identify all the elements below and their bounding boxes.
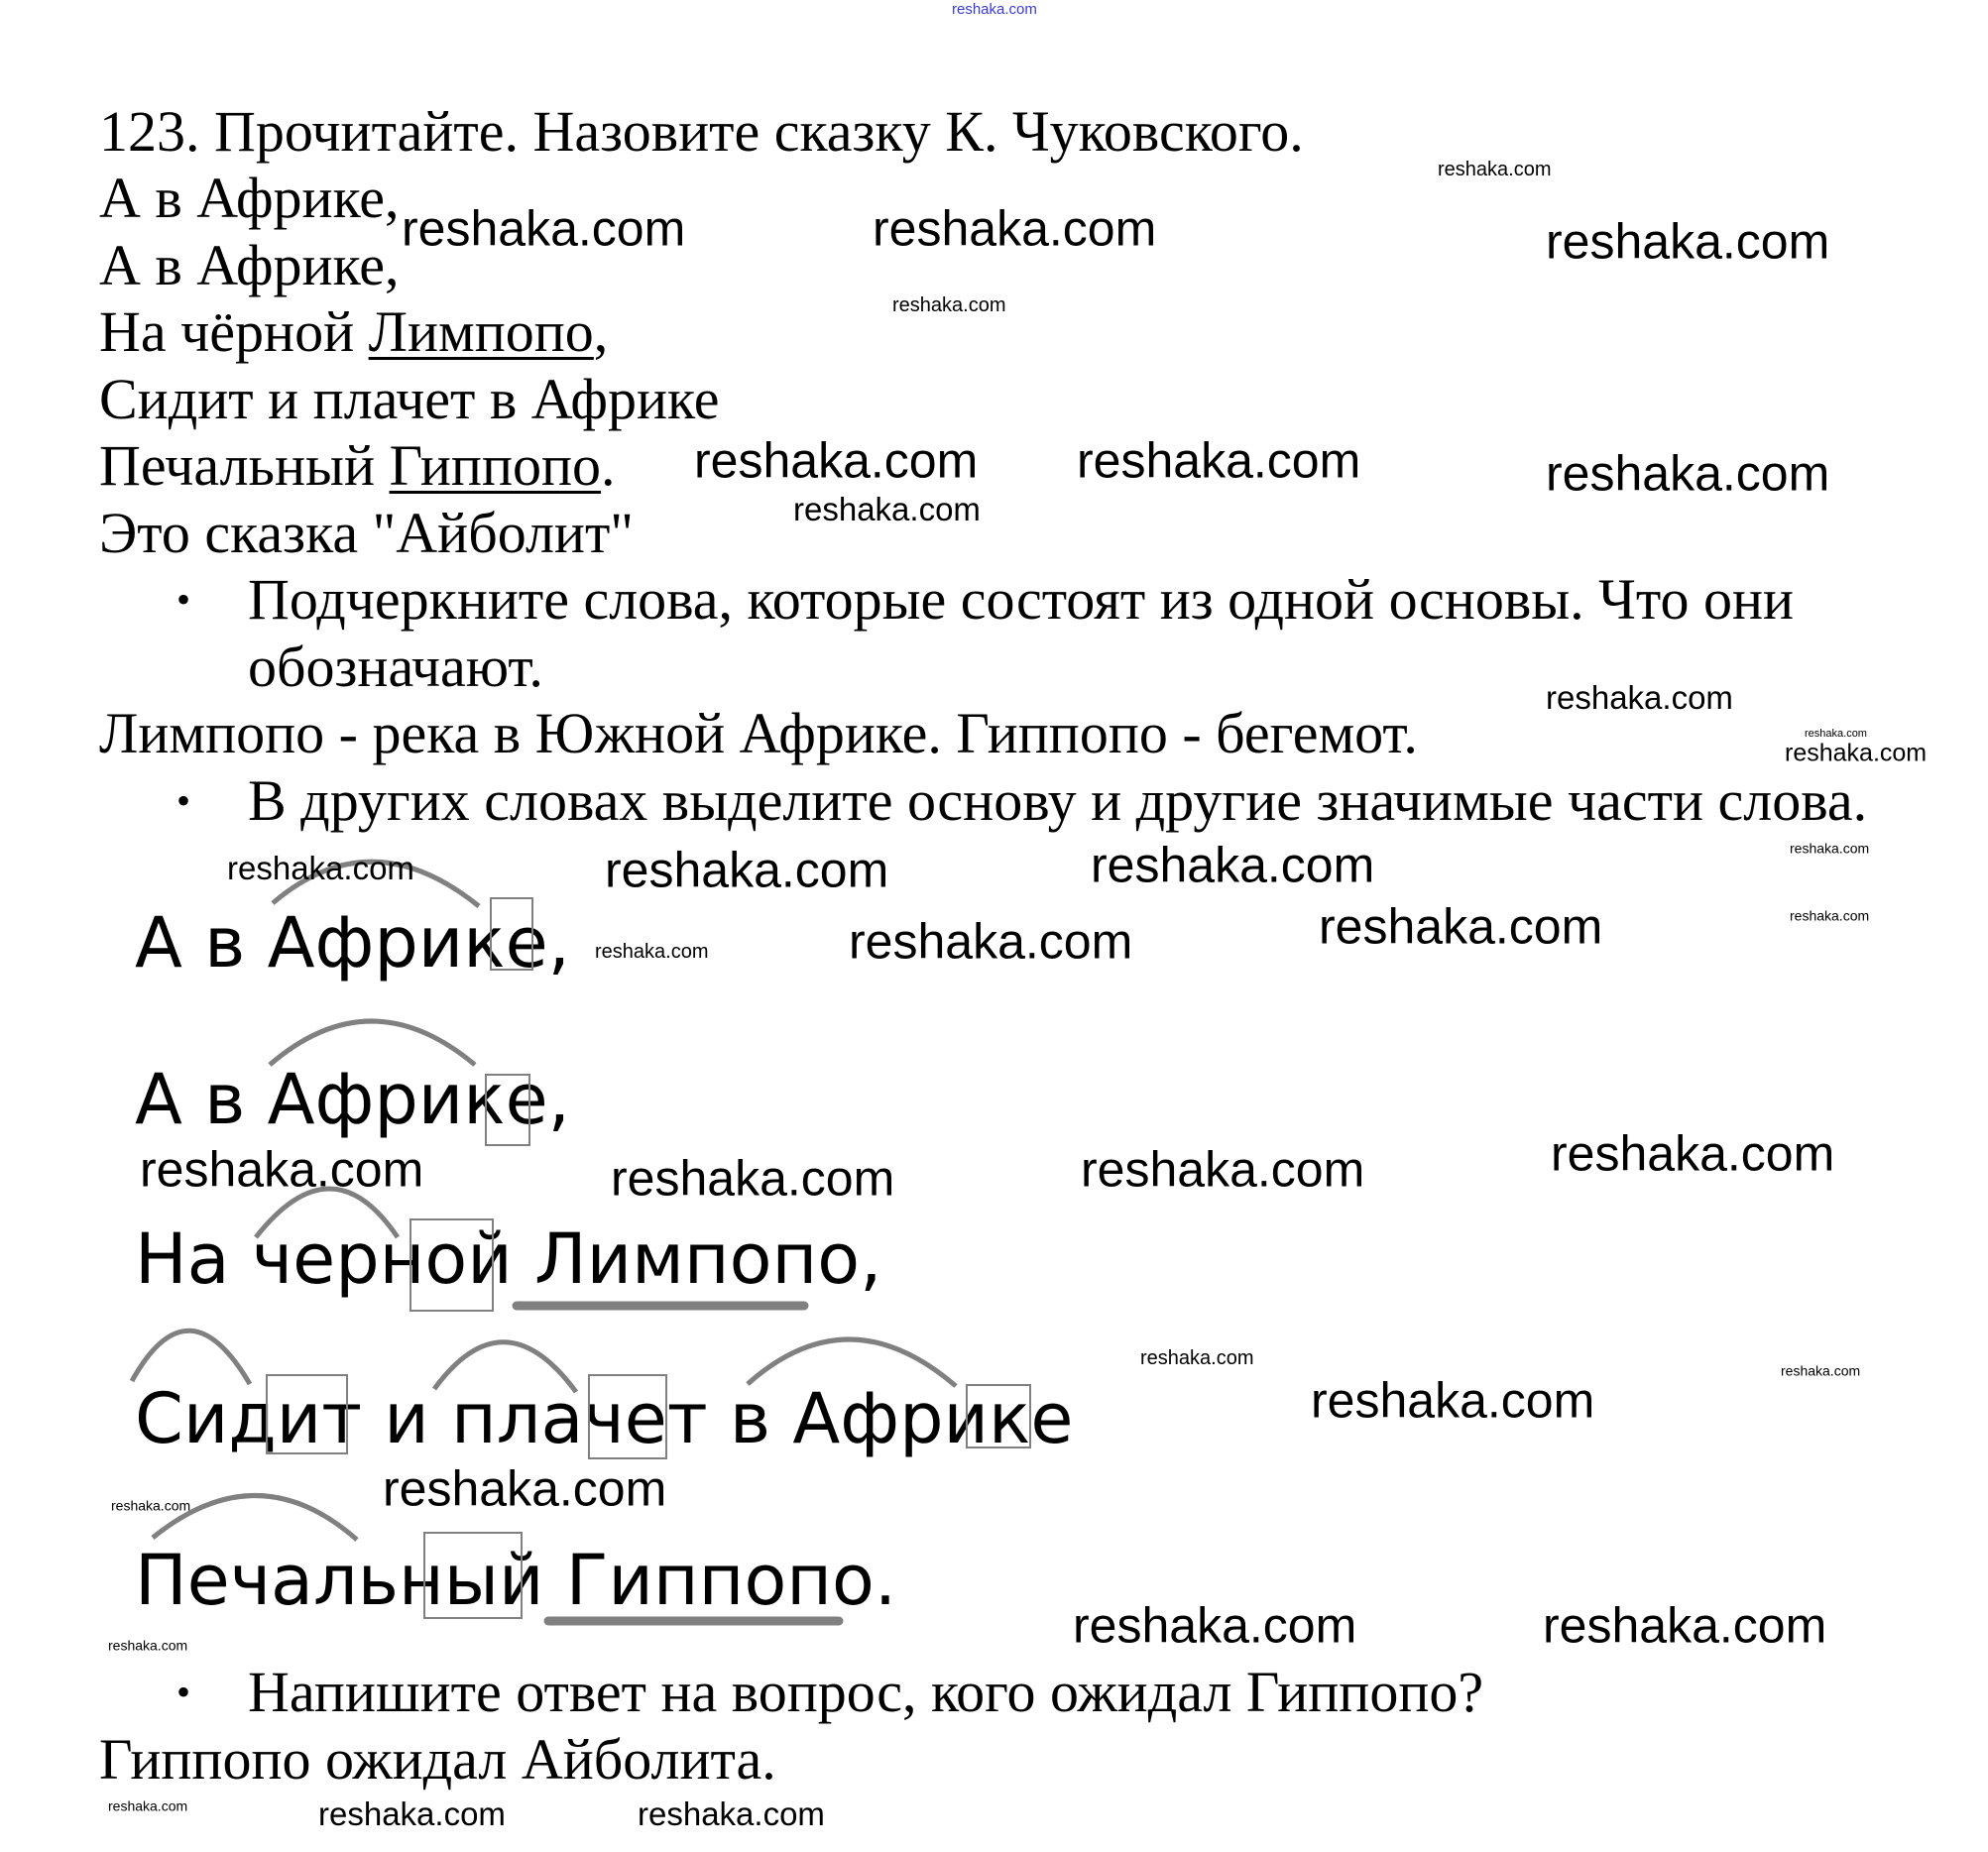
ending-box [267, 1375, 347, 1453]
watermark: reshaka.com [1546, 678, 1733, 716]
watermark: reshaka.com [605, 842, 889, 898]
ending-box [410, 1219, 493, 1311]
ending-box [967, 1385, 1030, 1447]
poem-text: , [593, 299, 609, 364]
poem-line: А в Африке, [99, 233, 400, 297]
watermark: reshaka.com [108, 1637, 188, 1654]
ending-box [486, 1075, 529, 1145]
ending-box [589, 1375, 666, 1458]
task-title: 123. Прочитайте. Назовите сказку К. Чуковского. [99, 99, 1304, 164]
watermark: reshaka.com [1546, 445, 1830, 502]
watermark: reshaka.com [638, 1794, 825, 1832]
watermark: reshaka.com [1546, 213, 1830, 270]
poem-text: Печальный [99, 433, 390, 498]
underlined-word: Гиппопо [389, 433, 602, 498]
watermark: reshaka.com [1438, 159, 1552, 180]
answer-text: Это сказка "Айболит" [99, 501, 634, 565]
watermark: reshaka.com [1785, 739, 1928, 767]
instruction: Напишите ответ на вопрос, кого ожидал Гиппопо? [248, 1660, 1484, 1724]
watermark: reshaka.com [892, 294, 1006, 316]
watermark: reshaka.com [1543, 1597, 1827, 1654]
watermark: reshaka.com [694, 432, 979, 489]
poem-line: Сидит и плачет в Африке [99, 367, 720, 431]
analysis-line: На черной Лимпопо, [135, 1218, 882, 1300]
watermark: reshaka.com [1790, 907, 1870, 924]
analysis-line: А в Африке, [135, 1059, 570, 1140]
bullet-icon: • [176, 577, 191, 622]
analysis-line: Сидит и плачет в Африке [135, 1378, 1074, 1459]
analysis-line: А в Африке, [135, 902, 570, 984]
watermark: reshaka.com [1140, 1347, 1254, 1369]
watermark: reshaka.com [1081, 1141, 1365, 1198]
watermark: reshaka.com [793, 490, 981, 527]
ending-box [424, 1533, 522, 1618]
root-arc [132, 1331, 250, 1384]
watermark: reshaka.com [383, 1460, 667, 1517]
watermark: reshaka.com [595, 941, 709, 963]
watermark: reshaka.com [1781, 1362, 1861, 1379]
underlined-word: Лимпопо [368, 299, 594, 364]
bullet-icon: • [176, 778, 191, 823]
ending-box [491, 898, 532, 970]
instruction: обозначают. [248, 635, 543, 699]
watermark: reshaka.com [111, 1497, 191, 1514]
watermark: reshaka.com [873, 200, 1157, 257]
bullet-icon: • [176, 1670, 191, 1714]
answer-text: Гиппопо ожидал Айболита. [99, 1727, 776, 1792]
poem-text: На чёрной [99, 299, 369, 364]
watermark: reshaka.com [1805, 727, 1867, 740]
analysis-line: Печальный Гиппопо. [135, 1540, 897, 1621]
watermark: reshaka.com [611, 1150, 895, 1207]
watermark: reshaka.com [1551, 1125, 1835, 1182]
root-arc [434, 1342, 576, 1392]
watermark: reshaka.com [1319, 898, 1603, 955]
watermark: reshaka.com [952, 0, 1037, 18]
poem-text: . [601, 433, 616, 498]
poem-line: А в Африке, [99, 166, 400, 230]
answer-text: Лимпопо - река в Южной Африке. Гиппопо - бегемот. [99, 701, 1418, 765]
watermark: reshaka.com [1073, 1597, 1357, 1654]
watermark: reshaka.com [1790, 840, 1870, 857]
watermark: reshaka.com [318, 1794, 506, 1832]
instruction: Подчеркните слова, которые состоят из одной основы. Что они [248, 567, 1795, 632]
watermark: reshaka.com [140, 1141, 424, 1198]
watermark: reshaka.com [1077, 432, 1361, 489]
watermark: reshaka.com [108, 1797, 188, 1814]
instruction: В других словах выделите основу и другие значимые части слова. [248, 768, 1868, 833]
watermark: reshaka.com [849, 913, 1133, 970]
root-arc [270, 1021, 475, 1065]
root-arc [748, 1339, 956, 1386]
watermark: reshaka.com [227, 849, 414, 886]
watermark: reshaka.com [1091, 837, 1375, 893]
watermark: reshaka.com [402, 200, 686, 257]
watermark: reshaka.com [1311, 1372, 1595, 1429]
